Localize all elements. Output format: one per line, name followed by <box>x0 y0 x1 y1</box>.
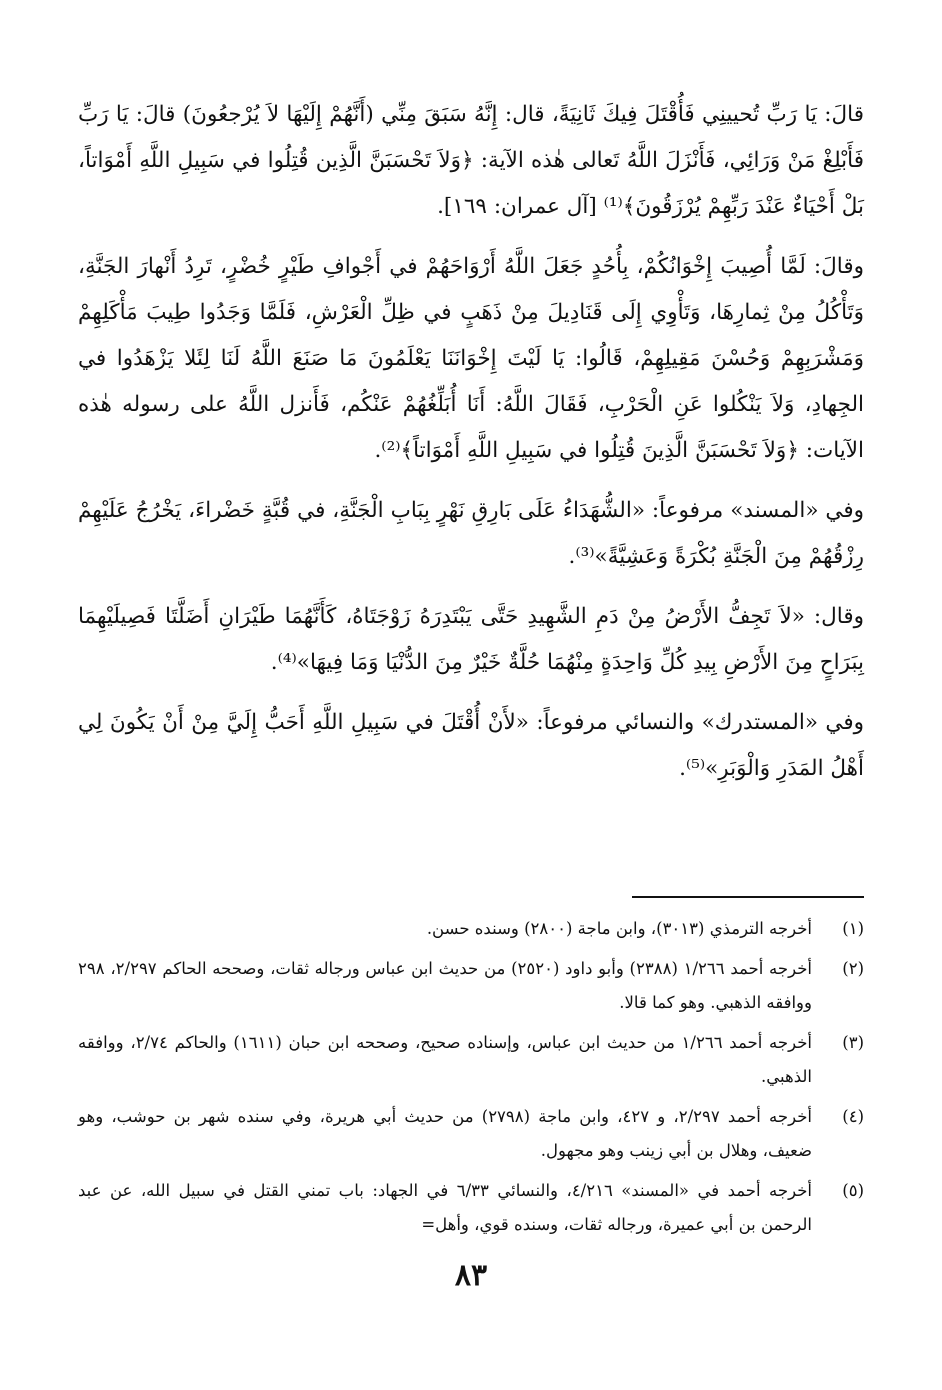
footnotes <box>78 912 864 1248</box>
footnote-text: أخرجه أحمد ٢/٢٩٧، و ٤٢٧، وابن ماجة (٢٧٩٨) من حديث أبي هريرة، وفي سنده شهر بن حوشب، وهو ضعيف، وهلال بن أبي زينب وهو مجهول. <box>78 1107 812 1160</box>
paragraph: قالَ: يَا رَبِّ تُحيينِي فَأُقْتَلَ فِيكَ ثَانِيَةً، قال: إِنَّهُ سَبَقَ مِنِّي (أَنَّهُمْ إِلَيْهَا لاَ يُرْجعُونَ) قالَ: يَا رَبِّ فَأَبْلِغْ مَنْ وَرَائِي، فَأَنْزَلَ اللَّهُ تَعالى هٰذه الآية: ﴿وَلاَ تَحْسَبَنَّ الَّذِين قُتِلُوا في سَبِيلِ اللَّهِ أَمْوَاتاً، بَلْ أَحْيَاءٌ عَنْدَ رَبِّهِمْ يُرْزَقُونَ﴾⁽¹⁾ [آل عمران: ١٦٩]. <box>78 102 864 219</box>
footnote-text: أخرجه أحمد ١/٢٦٦ من حديث ابن عباس، وإسناده صحيح، وصححه ابن حبان (١٦١١) والحاكم ٢/٧٤، ووافقه الذهبي. <box>78 1033 812 1086</box>
footnote <box>78 952 864 1020</box>
paragraph: وقال: «لاَ تَجِفُّ الأَرْضُ مِنْ دَمِ الشَّهِيدِ حَتَّى يَبْتَدِرَهُ زَوْجَتَاهُ، كَأَنَّهُمَا طَيْرَانِ أَضَلَّتَا فَصِيلَيْهِمَا بِبَرَاحٍ مِنَ الأَرْضِ بِيدِ كُلِّ وَاحِدَةٍ مِنْهُمَا حُلَّةٌ خَيْرٌ مِنَ الدُّنْيَا وَمَا فِيهَا»⁽⁴⁾. <box>78 604 864 675</box>
footnote-number: (٣) <box>842 1033 864 1052</box>
footnote <box>78 1174 864 1242</box>
footnote <box>78 912 864 946</box>
footnote-number: (٢) <box>842 959 864 978</box>
footnote-text: أخرجه أحمد ١/٢٦٦ (٢٣٨٨) وأبو داود (٢٥٢٠) من حديث ابن عباس ورجاله ثقات، وصححه الحاكم ٢/٢٩٧، ٢٩٨ ووافقه الذهبي. وهو كما قالا. <box>78 959 812 1012</box>
page-number: ٨٣ <box>454 1258 488 1293</box>
footnote-divider <box>632 896 864 898</box>
paragraph: وفي «المستدرك» والنسائي مرفوعاً: «لأَنْ أُقْتَلَ في سَبِيلِ اللَّهِ أَحَبُّ إِلَيَّ مِنْ أَنْ يَكُونَ لِي أَهْلُ المَدَرِ وَالْوَبَرِ»⁽⁵⁾. <box>78 710 864 781</box>
footnote <box>78 1100 864 1168</box>
paragraph: وقالَ: لَمَّا أُصِيبَ إِخْوَانُكُمْ، بِأُحُدٍ جَعَلَ اللَّهُ أَرْوَاحَهُمْ في أَجْوافِ طَيْرٍ خُضْرٍ، تَرِدُ أَنْهارَ الجَنَّةِ، وَتَأْكُلُ مِنْ ثِمارِهَا، وَتَأْوِي إِلَى قَنَادِيلَ مِنْ ذَهَبٍ في ظِلِّ الْعَرْشِ، فَلَمَّا وَجَدُوا طِيبَ مَأْكَلِهِمْ وَمَشْرَبِهِمْ وَحُسْنَ مَقِيلِهِمْ، قَالُوا: يَا لَيْتَ إِخْوَانَنَا يَعْلَمُونَ مَا صَنَعَ اللَّهُ لَنَا لِئَلا يَزْهَدُوا في الجِهادِ، وَلاَ يَنْكُلوا عَنِ الْحَرْبِ، فَقَالَ اللَّهُ: أَنَا أُبَلِّغُهُمْ عَنْكُم، فَأَنزل اللَّهُ على رسوله هٰذه الآيات: ﴿وَلاَ تَحْسَبَنَّ الَّذِينَ قُتِلُوا في سَبِيلِ اللَّهِ أَمْوَاتاً﴾⁽²⁾. <box>78 254 864 463</box>
footnote-text: أخرجه الترمذي (٣٠١٣)، وابن ماجة (٢٨٠٠) وسنده حسن. <box>426 919 812 938</box>
footnote <box>78 1026 864 1094</box>
footnote-number: (١) <box>842 919 864 938</box>
paragraph: وفي «المسند» مرفوعاً: «الشُّهَدَاءُ عَلَى بَارِقِ نَهْرٍ بِبَابِ الْجَنَّةِ، في قُبَّةٍ خَضْراءَ، يَخْرُجُ عَلَيْهِمْ رِزْقُهُمْ مِنَ الْجَنَّةِ بُكْرَةً وَعَشِيَّةً»⁽³⁾. <box>78 498 864 569</box>
footnote-number: (٥) <box>842 1181 864 1200</box>
footnote-number: (٤) <box>842 1107 864 1126</box>
main-text <box>78 92 864 792</box>
footnote-text: أخرجه أحمد في «المسند» ٤/٢١٦، والنسائي ٦/٣٣ في الجهاد: باب تمني القتل في سبيل الله، عن عبد الرحمن بن أبي عميرة، ورجاله ثقات، وسنده قوي، وأهل= <box>78 1181 812 1234</box>
